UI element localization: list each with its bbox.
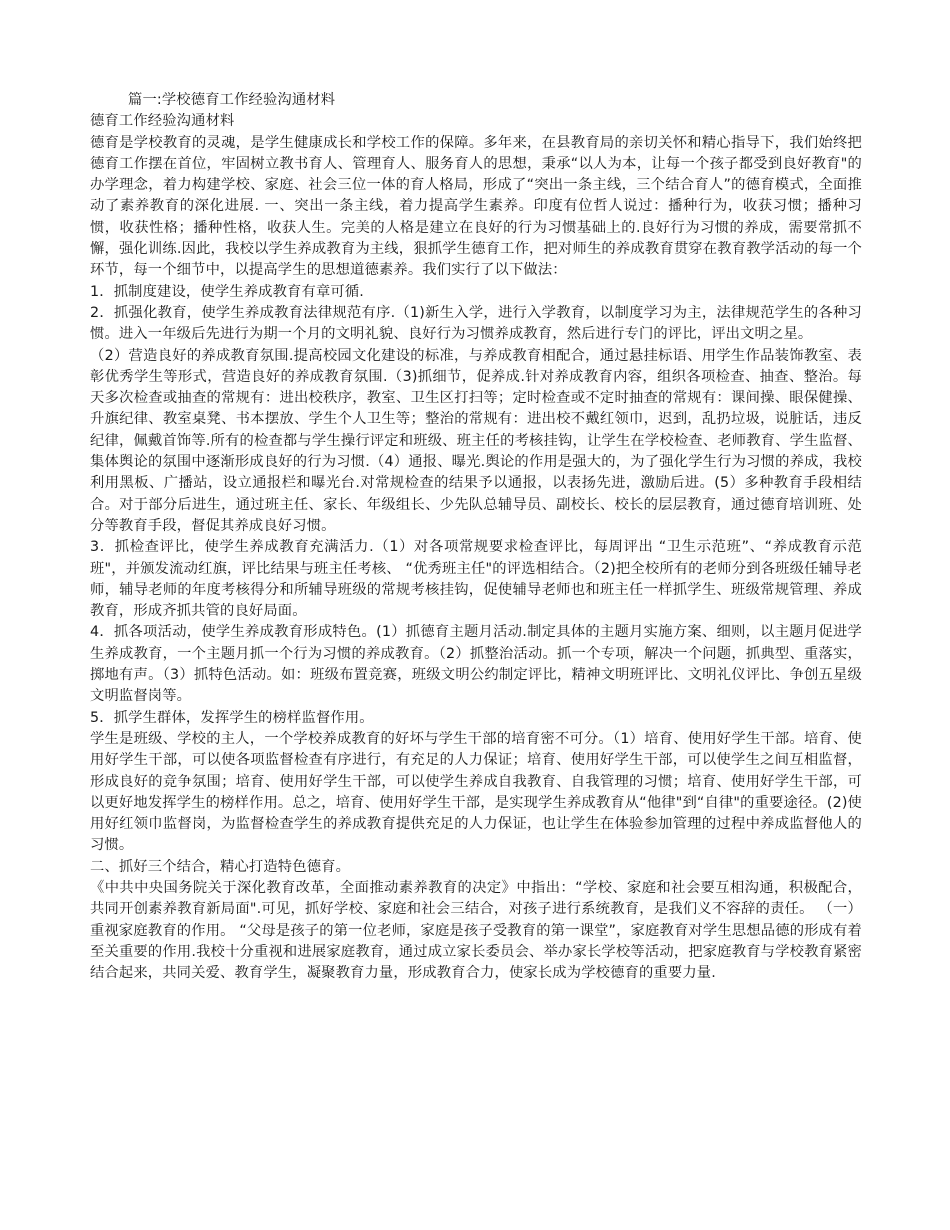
paragraph-intro: 德育是学校教育的灵魂，是学生健康成长和学校工作的保障。多年来，在县教育局的亲切关怀和精心指导下，我们始终把德育工作摆在首位，牢固树立教书育人、管理育人、服务育人的思想，秉承“以人为本，让每一个孩子都受到良好教育"的办学理念，着力构建学校、家庭、社会三位一体的育人格局，形成了“突出一条主线，三个结合育人”的德育模式，全面推动了素养教育的深化进展. 一、突出一条主线，着力提高学生素养。印度有位哲人说过：播种行为，收获习惯；播种习惯，收获性格；播种性格，收获人生。完美的人格是建立在良好的行为习惯基础上的.良好行为习惯的养成，需要常抓不懈，强化训练.因此，我校以学生养成教育为主线，狠抓学生德育工作，把对师生的养成教育贯穿在教育教学活动的每一个环节，每一个细节中，以提高学生的思想道德素养。我们实行了以下做法： xyxy=(90,134,862,279)
paragraph-item-1: 1．抓制度建设，使学生养成教育有章可循. xyxy=(90,283,364,300)
paragraph-section-two-body: 《中共中央国务院关于深化教育改革，全面推动素养教育的决定》中指出：“学校、家庭和社会要互相沟通，积极配合，共同开创素养教育新局面".可见，抓好学校、家庭和社会三结合，对孩子进行系统教育，是我们义不容辞的责任。 （一）重视家庭教育的作用。 “父母是孩子的第一位老师，家庭是孩子受教育的第一课堂”，家庭教育对学生思想品德的形成有着至关重要的作用.我校十分重视和进展家庭教育，通过成立家长委员会、举办家长学校等活动，把家庭教育与学校教育紧密结合起来，共同关爱、教育学生，凝聚教育力量，形成教育合力，使家长成为学校德育的重要力量. xyxy=(90,879,862,982)
section-two-heading: 二、抓好三个结合，精心打造特色德育。 xyxy=(90,858,351,875)
paragraph-item-2: 2．抓强化教育，使学生养成教育法律规范有序.（1)新生入学，进行入学教育，以制度学习为主，法律规范学生的各种习惯。进入一年级后先进行为期一个月的文明礼貌、良好行为习惯养成教育，然后进行专门的评比，评出文明之星。 xyxy=(90,304,862,343)
paragraph-item-4: 4．抓各项活动，使学生养成教育形成特色。(1）抓德育主题月活动.制定具体的主题月实施方案、细则，以主题月促进学生养成教育，一个主题月抓一个行为习惯的养成教育。（2）抓整治活动。抓一个专项，解决一个问题，抓典型、重落实，掷地有声。（3）抓特色活动。如：班级布置竞赛，班级文明公约制定评比，精神文明班评比、文明礼仪评比、争创五星级文明监督岗等。 xyxy=(90,624,862,705)
paragraph-item-2-continued: （2）营造良好的养成教育氛围.提高校园文化建设的标准，与养成教育相配合，通过悬挂标语、用学生作品装饰教室、表彰优秀学生等形式，营造良好的养成教育氛围.（3)抓细节，促养成.针对养成教育内容，组织各项检查、抽查、整治。每天多次检查或抽查的常规有：进出校秩序，教室、卫生区打扫等；定时检查或不定时抽查的常规有：课间操、眼保健操、升旗纪律、教室桌凳、书本摆放、学生个人卫生等；整治的常规有：进出校不戴红领巾，迟到，乱扔垃圾，说脏话，违反纪律，佩戴首饰等.所有的检查都与学生操行评定和班级、班主任的考核挂钩，让学生在学校检查、老师教育、学生监督、集体舆论的氛围中逐渐形成良好的行为习惯.（4）通报、曝光.舆论的作用是强大的，为了强化学生行为习惯的养成，我校利用黑板、广播站，设立通报栏和曝光台.对常规检查的结果予以通报，以表扬先进，激励后进。(5）多种教育手段相结合。对于部分后进生，通过班主任、家长、年级组长、少先队总辅导员、副校长、校长的层层教育，通过德育培训班、处分等教育手段，督促其养成良好习惯。 xyxy=(90,347,862,534)
document-page xyxy=(90,90,862,984)
document-title: 篇一:学校德育工作经验沟通材料 xyxy=(128,92,336,108)
document-subtitle: 德育工作经验沟通材料 xyxy=(90,113,235,130)
paragraph-item-3: 3．抓检查评比，使学生养成教育充满活力.（1）对各项常规要求检查评比，每周评出 “卫生示范班”、“养成教育示范班"，并颁发流动红旗，评比结果与班主任考核、 “优秀班主任"的评选相结合。（2)把全校所有的老师分到各班级任辅导老师，辅导老师的年度考核得分和所辅导班级的常规考核挂钩，促使辅导老师也和班主任一样抓学生、班级常规管理、养成教育，形成齐抓共管的良好局面。 xyxy=(90,539,862,620)
paragraph-item-5-heading: 5．抓学生群体，发挥学生的榜样监督作用。 xyxy=(90,709,374,726)
paragraph-item-5-body: 学生是班级、学校的主人，一个学校养成教育的好坏与学生干部的培育密不可分。（1）培育、使用好学生干部。培育、使用好学生干部，可以使各项监督检查有序进行，有充足的人力保证；培育、使用好学生干部，可以使学生之间互相监督，形成良好的竞争氛围；培育、使用好学生干部，可以使学生养成自我教育、自我管理的习惯；培育、使用好学生干部，可以更好地发挥学生的榜样作用。总之，培育、使用好学生干部，是实现学生养成教育从“他律"到“自律"的重要途径。(2)使用好红领巾监督岗，为监督检查学生的养成教育提供充足的人力保证，也让学生在体验参加管理的过程中养成监督他人的习惯。 xyxy=(90,730,862,854)
